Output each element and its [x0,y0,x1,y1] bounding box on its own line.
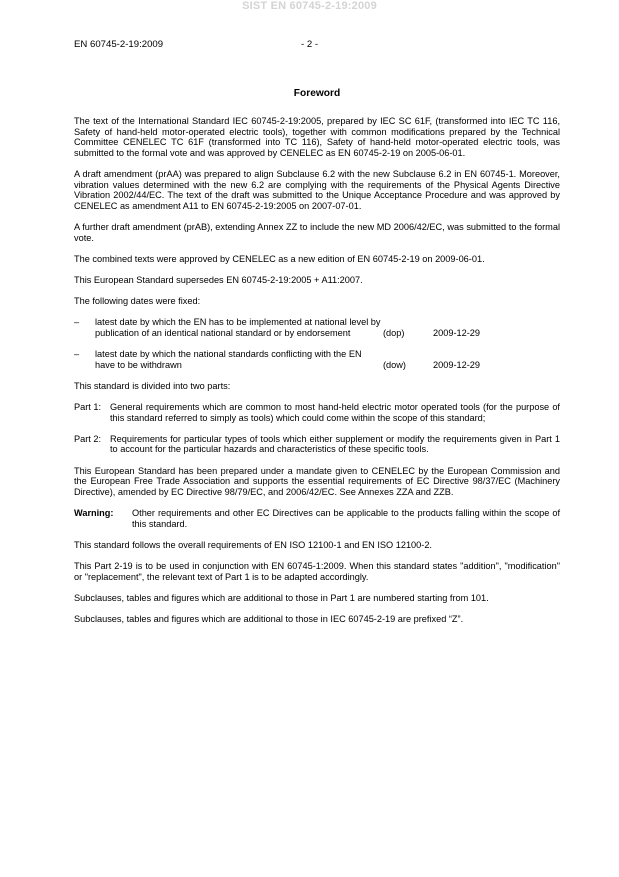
dates-list [74,317,560,370]
date-row-dop [74,317,560,338]
part-text: General requirements which are common to most hand-held electric motor operated tools (for the purpose of this standard referred to simply as tools) which could come within the scope of this standard; [110,402,560,423]
header-doc-id: EN 60745-2-19:2009 [74,39,164,50]
date-value: 2009-12-29 [433,327,480,338]
part-text: Requirements for particular types of tools which either supplement or modify the requirements given in Part 1 to account for the particular hazards and characteristics of these specific tools. [110,433,560,455]
paragraph-mandate: This European Standard has been prepared under a mandate given to CENELEC by the European Commission and the European Free Trade Association and supports the essential requirements of EC Directive 98/37/EC (Machinery Directive), amended by EC Directive 98/79/EC, and 2006/42/EC. See Annexes ZZA and ZZB. [74,465,560,497]
list-dash: – [74,317,80,328]
paragraph-prefix-z: Subclauses, tables and figures which are additional to those in IEC 60745-2-19 are prefixed “Z”. [74,613,464,624]
date-abbreviation: (dow) [383,359,406,370]
part-label: Part 1: [74,402,102,413]
page-title: Foreword [293,88,341,99]
part-2 [74,434,560,455]
paragraph-amendment-a11: A draft amendment (prAA) was prepared to align Subclause 6.2 with the new Subclause 6.2 in EN 60745-1. Moreover, vibration values determined with the new 6.2 are complying with the requirements of the Physical Agents Directive Vibration 2002/44/EC. The text of the draft was submitted to the Unique Acceptance Procedure and was approved by CENELEC as amendment A11 to EN 60745-2-19:2005 on 2007-07-01. [74,168,560,211]
paragraph-parts-intro: This standard is divided into two parts: [74,380,231,391]
paragraph-iec-origin: The text of the International Standard IEC 60745-2-19:2005, prepared by IEC SC 61F, (transformed into IEC TC 116, Safety of hand-held motor-operated electric tools), together with common modifications prepared by the Technical Committee CENELEC TC 61F (transformed into TC 116), Safety of hand-held motor-operated electric tools, was submitted to the formal vote and was approved by CENELEC as EN 60745-2-19 on 2005-06-01. [74,116,560,158]
date-row-dow [74,349,560,370]
foreword-body [74,88,560,635]
paragraph-iso-12100: This standard follows the overall requirements of EN ISO 12100-1 and EN ISO 12100-2. [74,539,432,550]
paragraph-amendment-prab: A further draft amendment (prAB), extending Annex ZZ to include the new MD 2006/42/EC, was submitted to the formal vote. [74,221,560,243]
warning-label: Warning: [74,507,114,518]
date-abbreviation: (dop) [383,327,405,338]
date-description: latest date by which the EN has to be implemented at national level by publication of an identical national standard or by endorsement [95,317,381,338]
paragraph-supersedes: This European Standard supersedes EN 60745-2-19:2005 + A11:2007. [74,274,363,285]
warning-note [74,508,560,529]
date-value: 2009-12-29 [433,359,480,370]
warning-text: Other requirements and other EC Directives can be applicable to the products falling within the scope of this standard. [132,507,560,529]
header-page-number: - 2 - [300,39,319,50]
paragraph-dates-intro: The following dates were fixed: [74,296,201,307]
date-description: latest date by which the national standards conflicting with the EN have to be withdrawn [95,349,362,370]
list-dash: – [74,349,80,360]
paragraph-numbering-101: Subclauses, tables and figures which are additional to those in Part 1 are numbered starting from 101. [74,592,489,603]
part-1 [74,402,560,423]
part-label: Part 2: [74,433,102,444]
watermark: SIST EN 60745-2-19:2009 [242,0,377,12]
paragraph-approval: The combined texts were approved by CENELEC as a new edition of EN 60745-2-19 on 2009-06-01. [74,253,485,264]
paragraph-conjunction: This Part 2-19 is to be used in conjunction with EN 60745-1:2009. When this standard states "addition", "modification" or "replacement", the relevant text of Part 1 is to be adapted accordingly. [74,560,560,582]
